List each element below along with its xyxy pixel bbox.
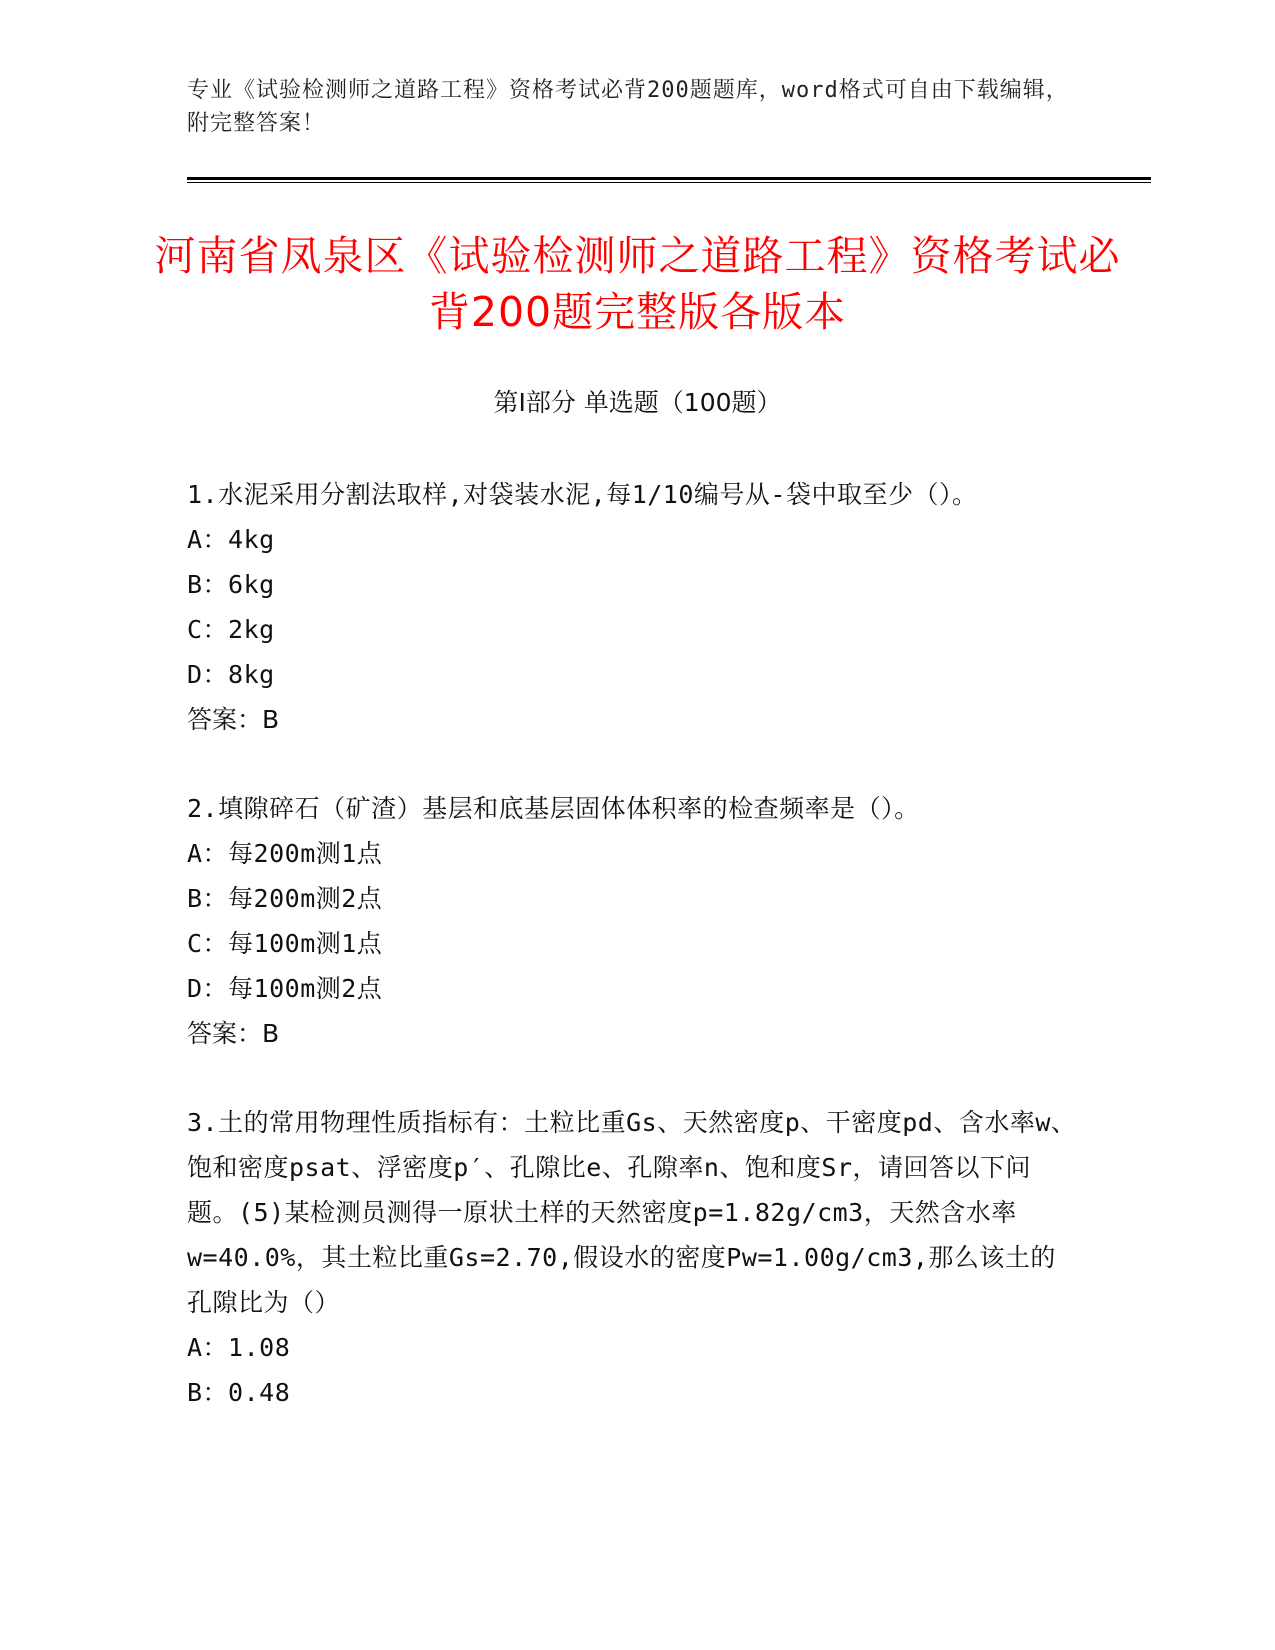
question-2 [187, 786, 1077, 1057]
option-a: A：每200m测1点 [187, 839, 383, 868]
document-title: 河南省凤泉区《试验检测师之道路工程》资格考试必背200题完整版各版本 [154, 232, 1121, 336]
option-b: B：6kg [187, 570, 275, 599]
header-divider-thin [187, 182, 1151, 183]
header-note: 专业《试验检测师之道路工程》资格考试必背200题题库，word格式可自由下载编辑，附完整答案！ [187, 78, 1069, 136]
option-c: C：每100m测1点 [187, 929, 383, 958]
option-d: D：每100m测2点 [187, 974, 383, 1003]
question-list [187, 472, 1077, 1458]
option-b: B：每200m测2点 [187, 884, 383, 913]
question-stem: 2.填隙碎石（矿渣）基层和底基层固体体积率的检查频率是（）。 [187, 794, 920, 823]
option-d: D：8kg [187, 660, 275, 689]
option-c: C：2kg [187, 615, 275, 644]
option-a: A：4kg [187, 525, 275, 554]
question-stem: 1.水泥采用分割法取样,对袋装水泥,每1/10编号从-袋中取至少（）。 [187, 480, 978, 509]
header-divider-thick [187, 177, 1151, 180]
option-a: A：1.08 [187, 1333, 291, 1362]
answer: 答案：B [187, 1019, 280, 1048]
section-title: 第Ⅰ部分 单选题（100题） [493, 388, 782, 417]
question-1 [187, 472, 1077, 743]
option-b: B：0.48 [187, 1378, 291, 1407]
answer: 答案：B [187, 705, 280, 734]
question-stem: 3.土的常用物理性质指标有：土粒比重Gs、天然密度p、干密度pd、含水率w、饱和密度psat、浮密度p′、孔隙比e、孔隙率n、饱和度Sr，请回答以下问题。(5)某检测员测得一原状土样的天然密度p=1.82g/cm3，天然含水率w=40.0%，其土粒比重Gs=2.70,假设水的密度Pw=1.00g/cm3,那么该土的孔隙比为（） [187, 1108, 1077, 1317]
question-3 [187, 1100, 1077, 1415]
